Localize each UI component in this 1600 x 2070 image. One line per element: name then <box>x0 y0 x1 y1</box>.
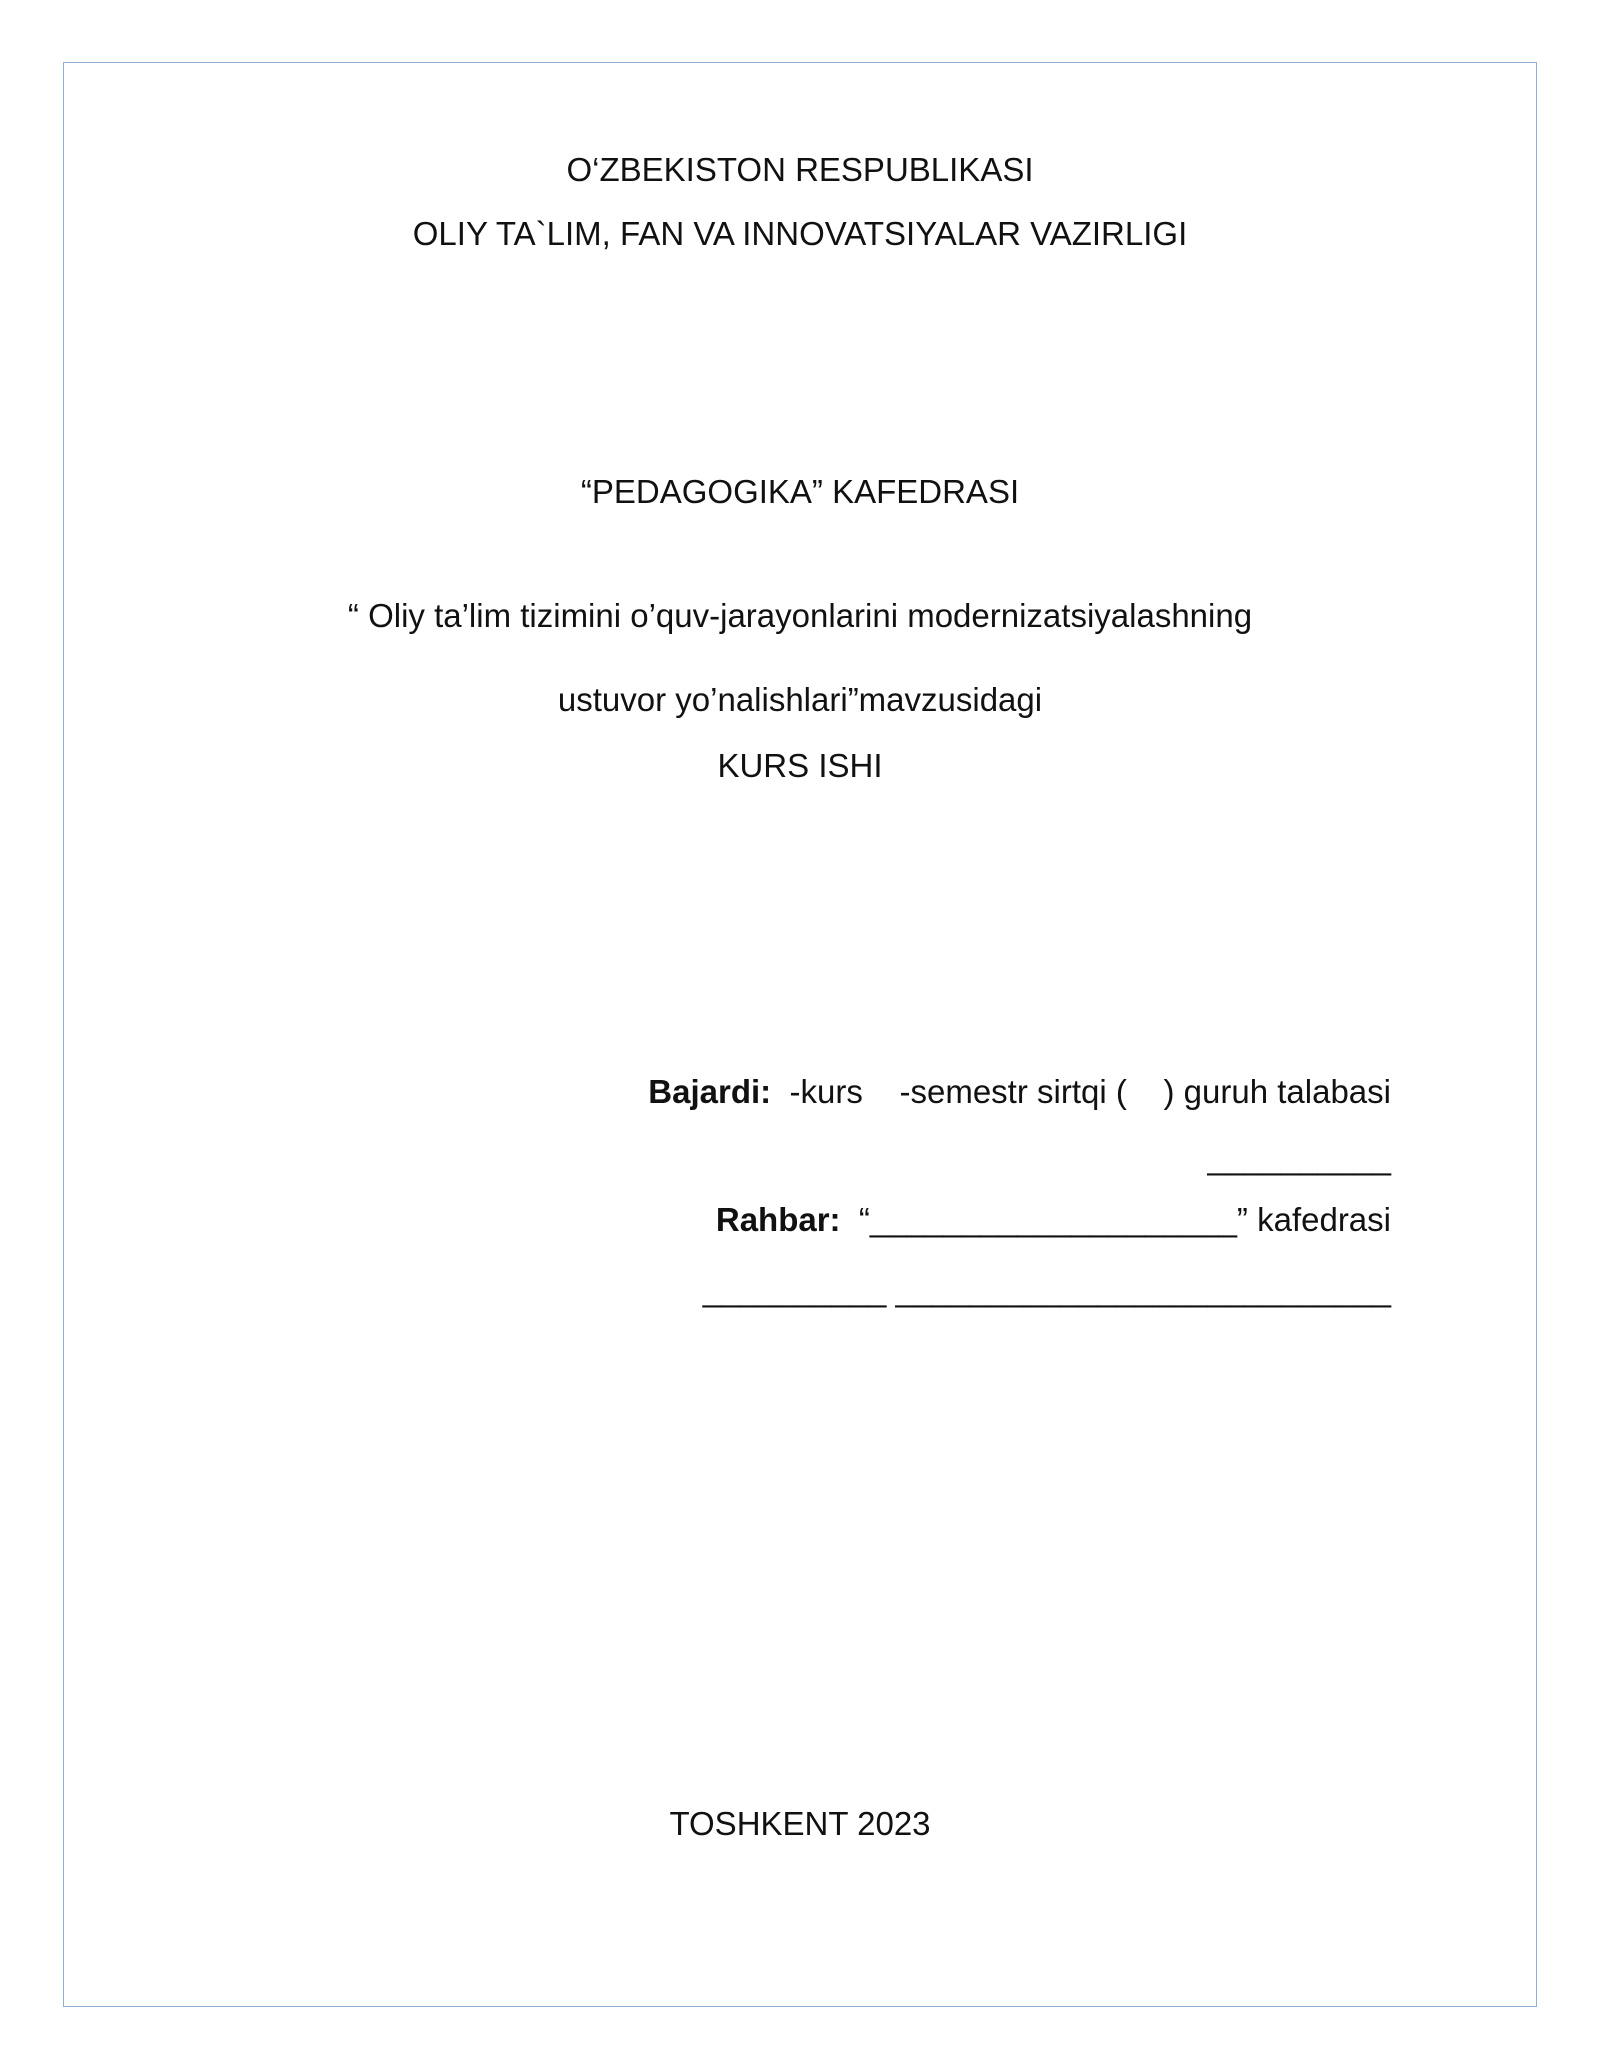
performer-name-blank: __________ <box>1207 1139 1391 1176</box>
page-frame <box>63 62 1537 2007</box>
department-title: “PEDAGOGIKA” KAFEDRASI <box>580 473 1020 510</box>
performer-text: -kurs -semestr sirtqi ( ) guruh talabasi <box>771 1073 1391 1110</box>
city-year: TOSHKENT 2023 <box>669 1805 931 1842</box>
supervisor-line <box>716 1200 1391 1240</box>
document-type: KURS ISHI <box>717 747 883 784</box>
performer-label: Bajardi: <box>648 1073 772 1110</box>
republic-title: O‘ZBEKISTON RESPUBLIKASI <box>566 151 1034 188</box>
supervisor-name-blank: __________ ___________________________ <box>702 1271 1391 1308</box>
topic-line-1: “ Oliy ta’lim tizimini o’quv-jarayonlarini modernizatsiyalashning <box>347 597 1253 634</box>
supervisor-label: Rahbar: <box>715 1201 841 1238</box>
supervisor-text: “____________________” kafedrasi <box>840 1201 1391 1238</box>
performer-line <box>648 1072 1391 1112</box>
topic-line-2: ustuvor yo’nalishlari”mavzusidagi <box>557 681 1043 718</box>
ministry-title: OLIY TA`LIM, FAN VA INNOVATSIYALAR VAZIRLIGI <box>412 215 1188 252</box>
